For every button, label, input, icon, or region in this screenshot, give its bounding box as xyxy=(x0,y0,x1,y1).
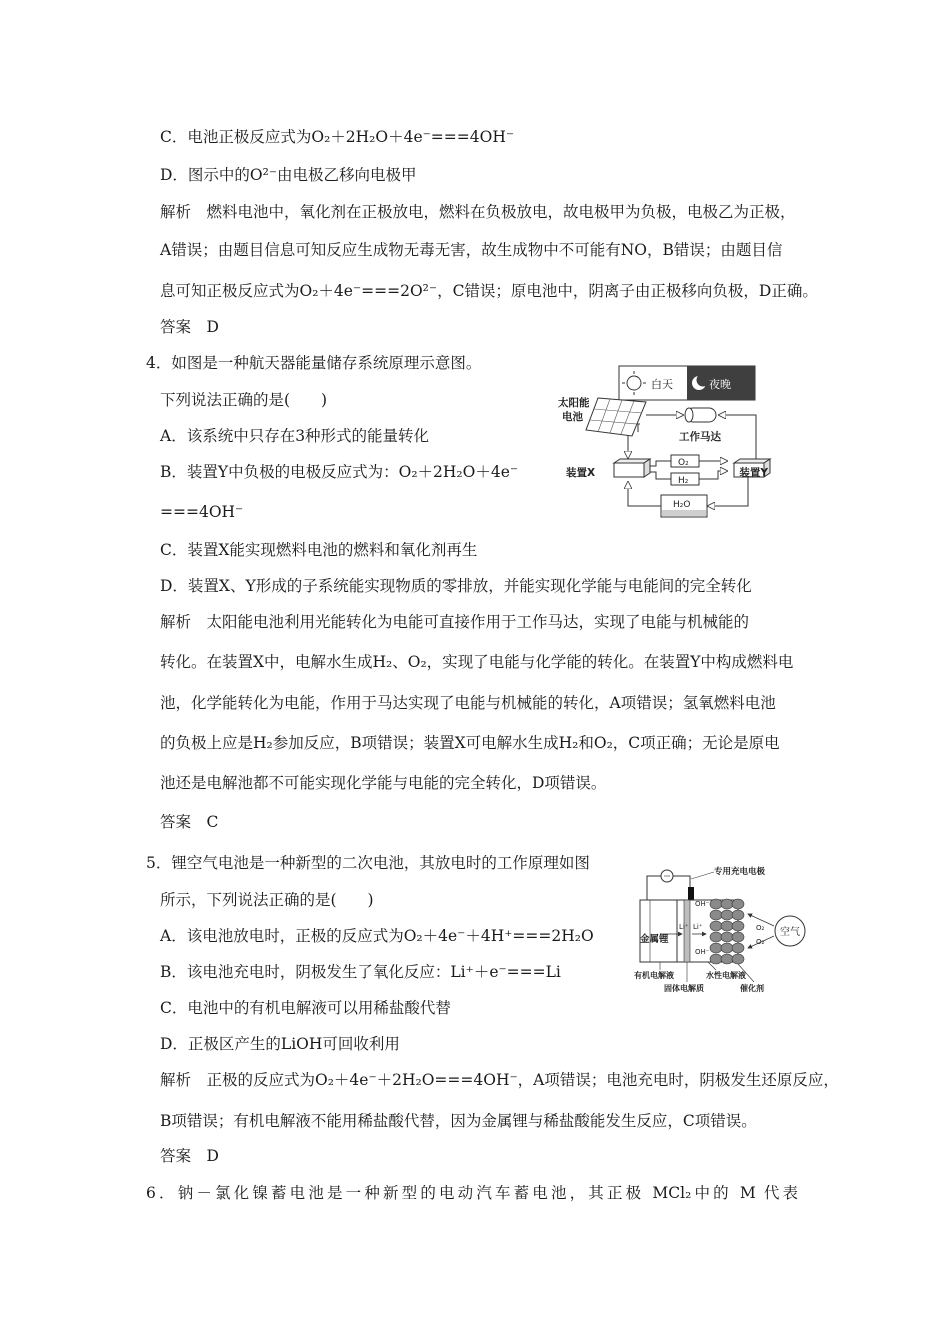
q5-stem-line-1: 5．锂空气电池是一种新型的二次电池，其放电时的工作原理如图 xyxy=(146,854,590,872)
charging-electrode-label: 专用充电电极 xyxy=(714,867,766,877)
night-label: 夜晚 xyxy=(709,378,731,391)
q5-stem-line-2: 所示，下列说法正确的是( ) xyxy=(160,891,374,909)
q5-option-a: A．该电池放电时，正极的反应式为O₂＋4e⁻＋4H⁺===2H₂O xyxy=(160,927,594,945)
oh-label-2: OH⁻ xyxy=(695,948,710,956)
electrode-tab xyxy=(688,887,694,900)
device-x-icon xyxy=(614,459,650,477)
q5-answer: 答案 D xyxy=(160,1147,219,1165)
q4-answer: 答案 C xyxy=(160,813,219,831)
q3-analysis-line-3: 息可知正极反应式为O₂＋4e⁻===2O²⁻，C错误；原电池中，阴离子由正极移向负极，D正确。 xyxy=(160,282,818,300)
q5-analysis-line-2: B项错误；有机电解液不能用稀盐酸代替，因为金属锂与稀盐酸能发生反应，C项错误。 xyxy=(160,1112,757,1130)
q4-analysis-line-3: 池，化学能转化为电能，作用于马达实现了电能与机械能的转化，A项错误；氢氧燃料电池 xyxy=(160,694,776,712)
q5-analysis-line-1: 解析 正极的反应式为O₂＋4e⁻＋2H₂O===4OH⁻，A项错误；电池充电时，阴极发生还原反应， xyxy=(160,1071,839,1089)
q4-option-b-line-2: ===4OH⁻ xyxy=(160,503,244,521)
o2-label-1: O₂ xyxy=(756,924,765,932)
device-y-label: 装置Y xyxy=(739,467,768,479)
solar-panel-icon xyxy=(586,398,646,436)
h2o-label: H₂O xyxy=(673,500,691,510)
lithium-air-battery-diagram xyxy=(630,864,816,1000)
motor-label: 工作马达 xyxy=(679,431,721,443)
air-label: 空气 xyxy=(780,927,800,938)
q5-option-b: B．该电池充电时，阴极发生了氧化反应：Li⁺＋e⁻===Li xyxy=(160,963,561,981)
light-bulb-icon xyxy=(661,870,673,882)
solar-label-1: 太阳能 xyxy=(558,397,590,409)
solid-electrolyte-label: 固体电解质 xyxy=(664,984,704,993)
q4-option-c: C．装置X能实现燃料电池的燃料和氧化剂再生 xyxy=(160,541,478,559)
q3-analysis-line-2: A错误；由题目信息可知反应生成物无毒无害，故生成物中不可能有NO，B错误；由题目信 xyxy=(160,241,783,259)
q6-stem-line-1: 6．钠－氯化镍蓄电池是一种新型的电动汽车蓄电池，其正极 MCl₂中的 M 代表 xyxy=(146,1184,798,1202)
q4-analysis-line-4: 的负极上应是H₂参加反应，B项错误；装置X可电解水生成H₂和O₂，C项正确；无论是原电 xyxy=(160,734,780,752)
solar-label-2: 电池 xyxy=(562,411,583,423)
o2-label: O₂ xyxy=(678,458,689,468)
energy-storage-diagram xyxy=(558,364,772,524)
o2-label-2: O₂ xyxy=(756,938,765,946)
catalyst-label: 催化剂 xyxy=(740,984,764,993)
q5-option-c: C．电池中的有机电解液可以用稀盐酸代替 xyxy=(160,999,451,1017)
q4-analysis-line-5: 池还是电解池都不可能实现化学能与电能的完全转化，D项错误。 xyxy=(160,774,607,792)
q3-analysis-line-1: 解析 燃料电池中，氧化剂在正极放电，燃料在负极放电，故电极甲为负极，电极乙为正极， xyxy=(160,203,796,221)
q4-analysis-line-1: 解析 太阳能电池利用光能转化为电能可直接作用于工作马达，实现了电能与机械能的 xyxy=(160,613,750,631)
device-x-label: 装置X xyxy=(566,467,596,479)
motor-icon xyxy=(685,408,716,422)
li-ion-label-1: Li⁺ xyxy=(679,923,689,931)
organic-electrolyte-label: 有机电解液 xyxy=(634,971,674,980)
li-ion-label-2: Li⁺ xyxy=(693,923,703,931)
aqueous-electrolyte-label: 水性电解液 xyxy=(706,971,746,980)
q4-option-a: A．该系统中只存在3种形式的能量转化 xyxy=(160,427,430,445)
q4-analysis-line-2: 转化。在装置X中，电解水生成H₂、O₂，实现了电能与化学能的转化。在装置Y中构成燃料电 xyxy=(160,653,794,671)
q3-option-d: D．图示中的O²⁻由电极乙移向电极甲 xyxy=(160,166,417,184)
q4-option-d: D．装置X、Y形成的子系统能实现物质的零排放，并能实现化学能与电能间的完全转化 xyxy=(160,577,752,595)
h2-label: H₂ xyxy=(678,476,689,486)
metal-li-label: 金属锂 xyxy=(640,934,669,945)
solid-electrolyte-layer xyxy=(684,900,690,962)
day-label: 白天 xyxy=(651,378,673,391)
oh-label-1: OH⁻ xyxy=(695,900,710,908)
q4-stem-line-2: 下列说法正确的是( ) xyxy=(160,391,328,409)
q4-stem-line-1: 4．如图是一种航天器能量储存系统原理示意图。 xyxy=(146,354,482,372)
q5-option-d: D．正极区产生的LiOH可回收利用 xyxy=(160,1035,400,1053)
q3-answer: 答案 D xyxy=(160,318,219,336)
q4-option-b-line-1: B．装置Y中负极的电极反应式为：O₂＋2H₂O＋4e⁻ xyxy=(160,463,519,481)
q3-option-c: C．电池正极反应式为O₂＋2H₂O＋4e⁻===4OH⁻ xyxy=(160,128,515,146)
